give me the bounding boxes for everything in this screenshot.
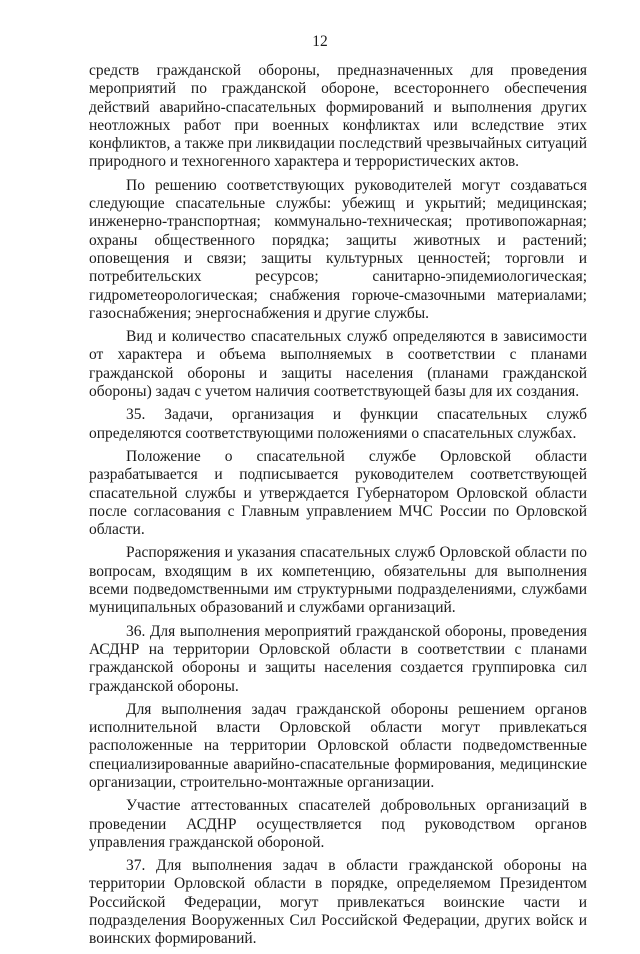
- paragraph-civil-defense-means: средств гражданской обороны, предназначенных для проведения мероприятий по гражданской обороне, всестороннего обеспечения действий аварийно-спасательных формирований и выполнения других неотложных работ при военных конфликтах или вследствие этих конфликтов, а также при ликвидации последствий чрезвычайных ситуаций природного и техногенного характера и террористических актов.: [89, 62, 587, 171]
- paragraph-volunteer-rescuers: Участие аттестованных спасателей добровольных организаций в проведении АСДНР осуществляется под руководством органов управления гражданской обороной.: [89, 797, 587, 851]
- paragraph-item-37: 37. Для выполнения задач в области гражданской обороны на территории Орловской области в порядке, определяемом Президентом Российской Федерации, могут привлекаться воинские части и подразделения Вооруженных Сил Российской Федерации, других войск и воинских формирований.: [89, 857, 587, 948]
- paragraph-services-type-count: Вид и количество спасательных служб определяются в зависимости от характера и объема выполняемых в соответствии с планами гражданской обороны и защиты населения (планами гражданской обороны) задач с учетом наличия соответствующей базы для их создания.: [89, 328, 587, 401]
- paragraph-rescue-services-list: По решению соответствующих руководителей могут создаваться следующие спасательные службы: убежищ и укрытий; медицинская; инженерно-транспортная; коммунально-техническая; противопожарная; охраны общественного порядка; защиты животных и растений; оповещения и связи; защиты культурных ценностей; торговли и потребительских ресурсов; санитарно-эпидемиологическая; гидрометеорологическая; снабжения горюче-смазочными материалами; газоснабжения; энергоснабжения и другие службы.: [89, 176, 587, 322]
- paragraph-service-orders: Распоряжения и указания спасательных служб Орловской области по вопросам, входящим в их компетенцию, обязательны для выполнения всеми подведомственными им структурными подразделениями, службами муниципальных образований и службами организаций.: [89, 544, 587, 617]
- paragraph-service-regulation: Положение о спасательной службе Орловской области разрабатывается и подписывается руководителем соответствующей спасательной службы и утверждается Губернатором Орловской области после согласования с Главным управлением МЧС России по Орловской области.: [89, 447, 587, 539]
- paragraph-engaged-formations: Для выполнения задач гражданской обороны решением органов исполнительной власти Орловской области могут привлекаться расположенные на территории Орловской области подведомственные специализированные аварийно-спасательные формирования, медицинские организации, строительно-монтажные организации.: [89, 700, 587, 791]
- paragraph-item-36: 36. Для выполнения мероприятий гражданской обороны, проведения АСДНР на территории Орловской области в соответствии с планами гражданской обороны и защиты населения создается группировка сил гражданской обороны.: [89, 622, 587, 695]
- page-number: 12: [312, 33, 328, 50]
- document-body: [89, 62, 587, 954]
- paragraph-item-35: 35. Задачи, организация и функции спасательных служб определяются соответствующими положениями о спасательных службах.: [89, 406, 587, 442]
